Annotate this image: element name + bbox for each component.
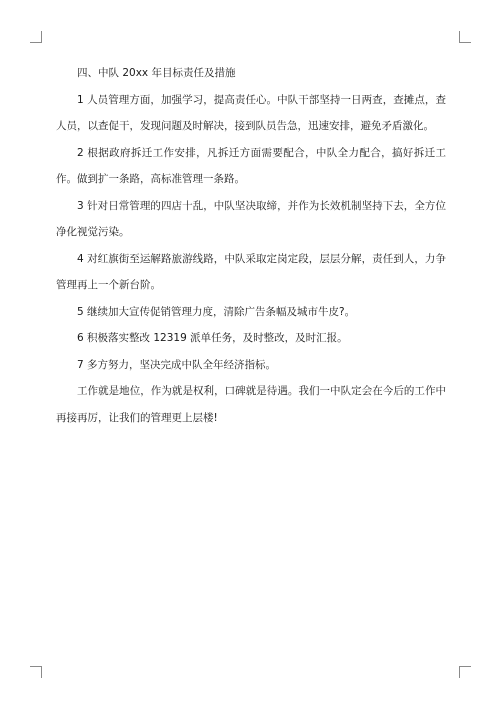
paragraph-1: 1 人员管理方面，加强学习，提高责任心。中队干部坚持一日两查，查摊点，查人员，以查促干，发现问题及时解决，接到队员告急，迅速安排，避免矛盾激化。 [56, 93, 446, 132]
section-heading: 四、中队 20xx 年目标责任及措施 [77, 67, 236, 79]
paragraph-3: 3 针对日常管理的四店十乱，中队坚决取缔，并作为长效机制坚持下去，全方位净化视觉污染。 [56, 199, 446, 238]
paragraph-4: 4 对红旗街至运解路旅游线路，中队采取定岗定段，层层分解，责任到人，力争管理再上一个新台阶。 [56, 252, 446, 291]
paragraph-5: 5 继续加大宣传促销管理力度，清除广告条幅及城市牛皮?。 [77, 305, 356, 318]
page-corner-mark-top-right [459, 31, 471, 43]
page-corner-mark-bottom-right [459, 666, 471, 678]
page-corner-mark-bottom-left [30, 666, 42, 678]
paragraph-2: 2 根据政府拆迁工作安排，凡拆迁方面需要配合，中队全力配合，搞好拆迁工作。做到扩一条路，高标准管理一条路。 [56, 146, 446, 185]
closing-paragraph: 工作就是地位，作为就是权利，口碑就是待遇。我们一中队定会在今后的工作中再接再厉，让我们的管理更上层楼! [56, 385, 446, 424]
paragraph-7: 7 多方努力，坚决完成中队全年经济指标。 [77, 358, 277, 371]
document-body [56, 60, 446, 431]
page-corner-mark-top-left [30, 31, 42, 43]
paragraph-6: 6 积极落实整改 12319 派单任务，及时整改，及时汇报。 [77, 332, 348, 344]
